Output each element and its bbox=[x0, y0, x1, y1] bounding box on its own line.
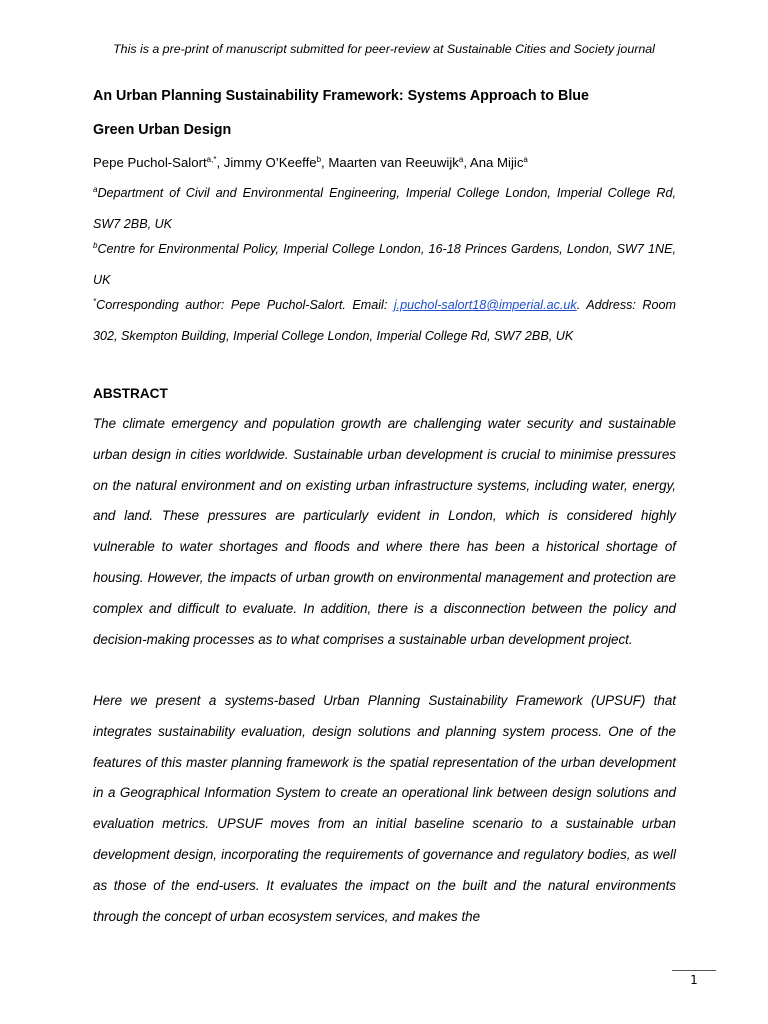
corresponding-author bbox=[93, 290, 676, 352]
abstract-heading: ABSTRACT bbox=[93, 386, 168, 401]
author-separator: , bbox=[463, 155, 470, 170]
author-separator: , bbox=[216, 155, 224, 170]
footer-divider bbox=[672, 970, 716, 971]
affiliation-marker: a bbox=[93, 185, 98, 194]
author-affiliation-marker: a,* bbox=[206, 155, 217, 164]
paper-title-line-2: Green Urban Design bbox=[93, 122, 232, 138]
corresponding-address: . Address: Room 302, Skempton Building, Imperial College London, Imperial College Rd, SW7 2BB, UK bbox=[93, 298, 676, 343]
affiliation-a bbox=[93, 178, 676, 240]
preprint-note: This is a pre-print of manuscript submitted for peer-review at Sustainable Cities and Society journal bbox=[113, 42, 655, 56]
affiliation-marker: b bbox=[93, 241, 98, 250]
author-affiliation-marker: b bbox=[316, 155, 322, 164]
corresponding-marker: * bbox=[93, 297, 97, 306]
author-separator: , bbox=[321, 155, 329, 170]
affiliation-text: Department of Civil and Environmental Engineering, Imperial College London, Imperial College Rd, SW7 2BB, UK bbox=[93, 186, 676, 231]
author-list bbox=[93, 154, 693, 171]
corresponding-prefix: Corresponding author: Pepe Puchol-Salort. Email: bbox=[96, 298, 394, 312]
author-name: Maarten van Reeuwijk bbox=[328, 155, 459, 170]
email-link[interactable]: j.puchol-salort18@imperial.ac.uk bbox=[393, 298, 577, 312]
affiliation-b bbox=[93, 234, 676, 296]
paper-title-line-1: An Urban Planning Sustainability Framework: Systems Approach to Blue bbox=[93, 88, 589, 104]
affiliation-text: Centre for Environmental Policy, Imperial College London, 16-18 Princes Gardens, London, SW7 1NE, UK bbox=[93, 242, 676, 287]
abstract-paragraph-1: The climate emergency and population growth are challenging water security and sustainable urban design in cities worldwide. Sustainable urban development is crucial to minimise pressures on the natural environment and on existing urban infrastructure systems, including water, energy, and land. These pressures are particularly evident in London, which is considered highly vulnerable to water shortages and floods and where there has been a historical shortage of housing. However, the impacts of urban growth on environmental management and protection are complex and difficult to evaluate. In addition, there is a disconnection between the policy and decision-making processes as to what comprises a sustainable urban development project. bbox=[93, 416, 676, 647]
author-affiliation-marker: a bbox=[523, 155, 528, 164]
author-name: Jimmy O’Keeffe bbox=[223, 155, 317, 170]
author-name: Pepe Puchol-Salort bbox=[93, 155, 207, 170]
abstract-paragraph-2: Here we present a systems-based Urban Planning Sustainability Framework (UPSUF) that integrates sustainability evaluation, design solutions and planning system process. One of the features of this master planning framework is the spatial representation of the urban development in a Geographical Information System to create an operational link between design solutions and evaluation metrics. UPSUF moves from an initial baseline scenario to a sustainable urban development design, incorporating the requirements of governance and regulatory bodies, as well as those of the end-users. It evaluates the impact on the built and the natural environments through the concept of urban ecosystem services, and makes the bbox=[93, 693, 676, 924]
page-number: 1 bbox=[690, 973, 698, 987]
author-affiliation-marker: a bbox=[458, 155, 464, 164]
author-name: Ana Mijic bbox=[469, 155, 524, 170]
